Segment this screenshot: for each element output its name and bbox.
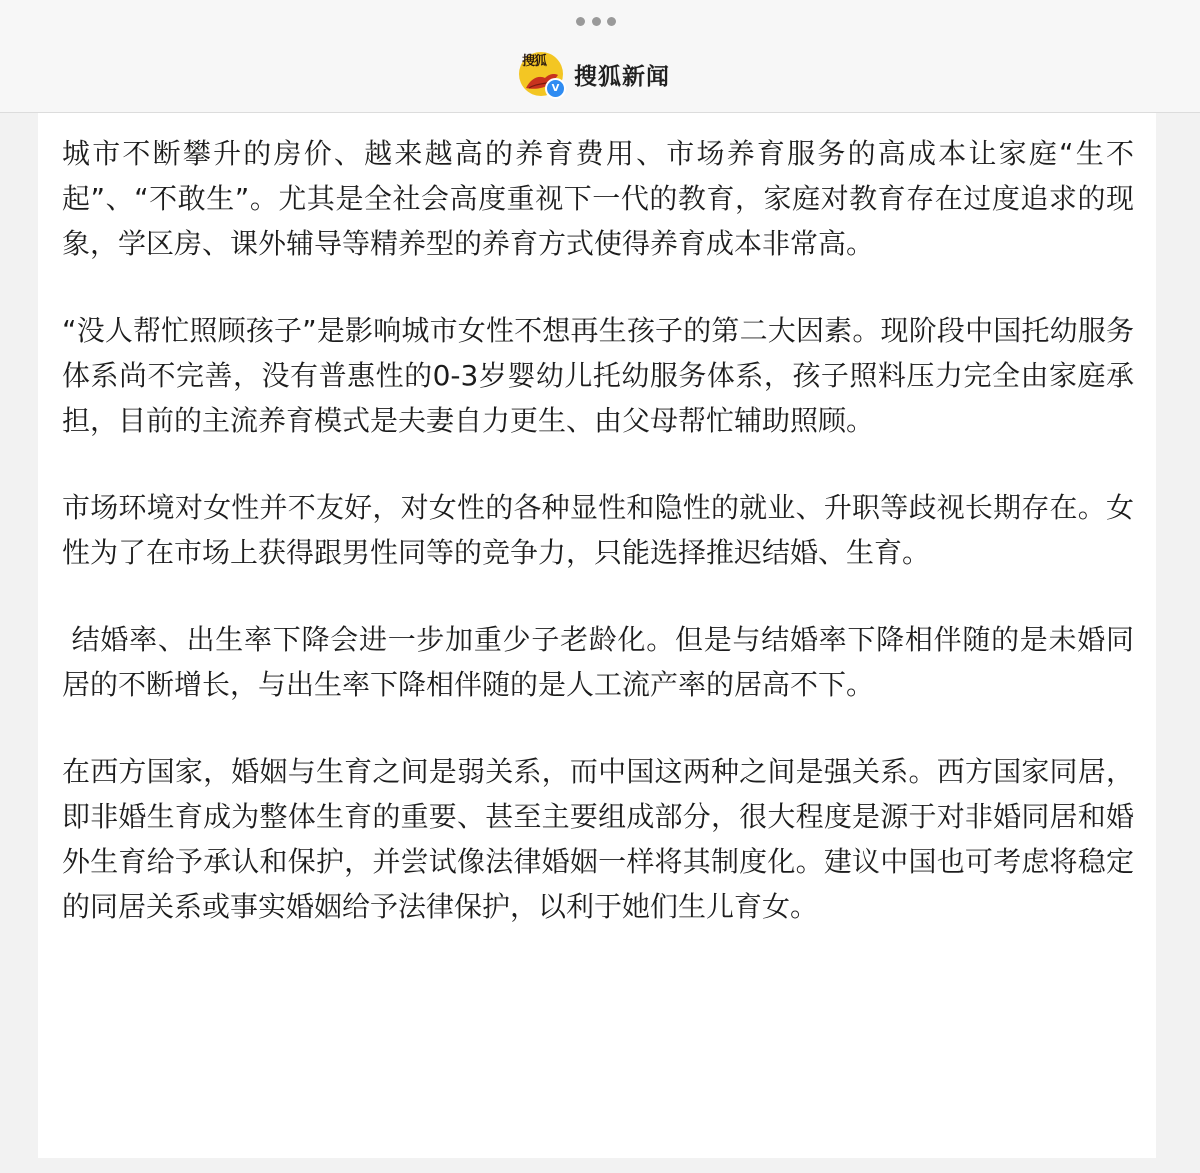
article-paragraph: 在西方国家，婚姻与生育之间是弱关系，而中国这两种之间是强关系。西方国家同居，即非婚生育成为整体生育的重要、甚至主要组成部分，很大程度是源于对非婚同居和婚外生育给予承认和保护，并尝试像法律婚姻一样将其制度化。建议中国也可考虑将稳定的同居关系或事实婚姻给予法律保护，以利于她们生儿育女。	[62, 755, 1134, 923]
dot	[607, 17, 616, 26]
dot	[592, 17, 601, 26]
article-paragraph: 结婚率、出生率下降会进一步加重少子老龄化。但是与结婚率下降相伴随的是未婚同居的不断增长，与出生率下降相伴随的是人工流产率的居高不下。	[62, 623, 1134, 701]
brand-name: 搜狐新闻	[574, 63, 670, 90]
publisher-brand[interactable]	[519, 52, 670, 96]
bottom-margin	[0, 1158, 1200, 1173]
logo-text: 搜狐	[522, 54, 547, 69]
article-body	[38, 113, 1156, 1173]
article-paragraph: “没人帮忙照顾孩子”是影响城市女性不想再生孩子的第二大因素。现阶段中国托幼服务体系尚不完善，没有普惠性的0-3岁婴幼儿托幼服务体系，孩子照料压力完全由家庭承担，目前的主流养育模式是夫妻自力更生、由父母帮忙辅助照顾。	[62, 314, 1134, 437]
dot	[576, 17, 585, 26]
verified-badge-icon: V	[545, 78, 566, 99]
more-dots-icon[interactable]	[576, 15, 616, 27]
article-paragraph: 市场环境对女性并不友好，对女性的各种显性和隐性的就业、升职等歧视长期存在。女性为了在市场上获得跟男性同等的竞争力，只能选择推迟结婚、生育。	[62, 491, 1134, 569]
top-bar	[0, 0, 1200, 113]
sohu-logo-icon	[519, 52, 563, 96]
article-paragraph: 城市不断攀升的房价、越来越高的养育费用、市场养育服务的高成本让家庭“生不起”、“不敢生”。尤其是全社会高度重视下一代的教育，家庭对教育存在过度追求的现象，学区房、课外辅导等精养型的养育方式使得养育成本非常高。	[62, 137, 1134, 260]
